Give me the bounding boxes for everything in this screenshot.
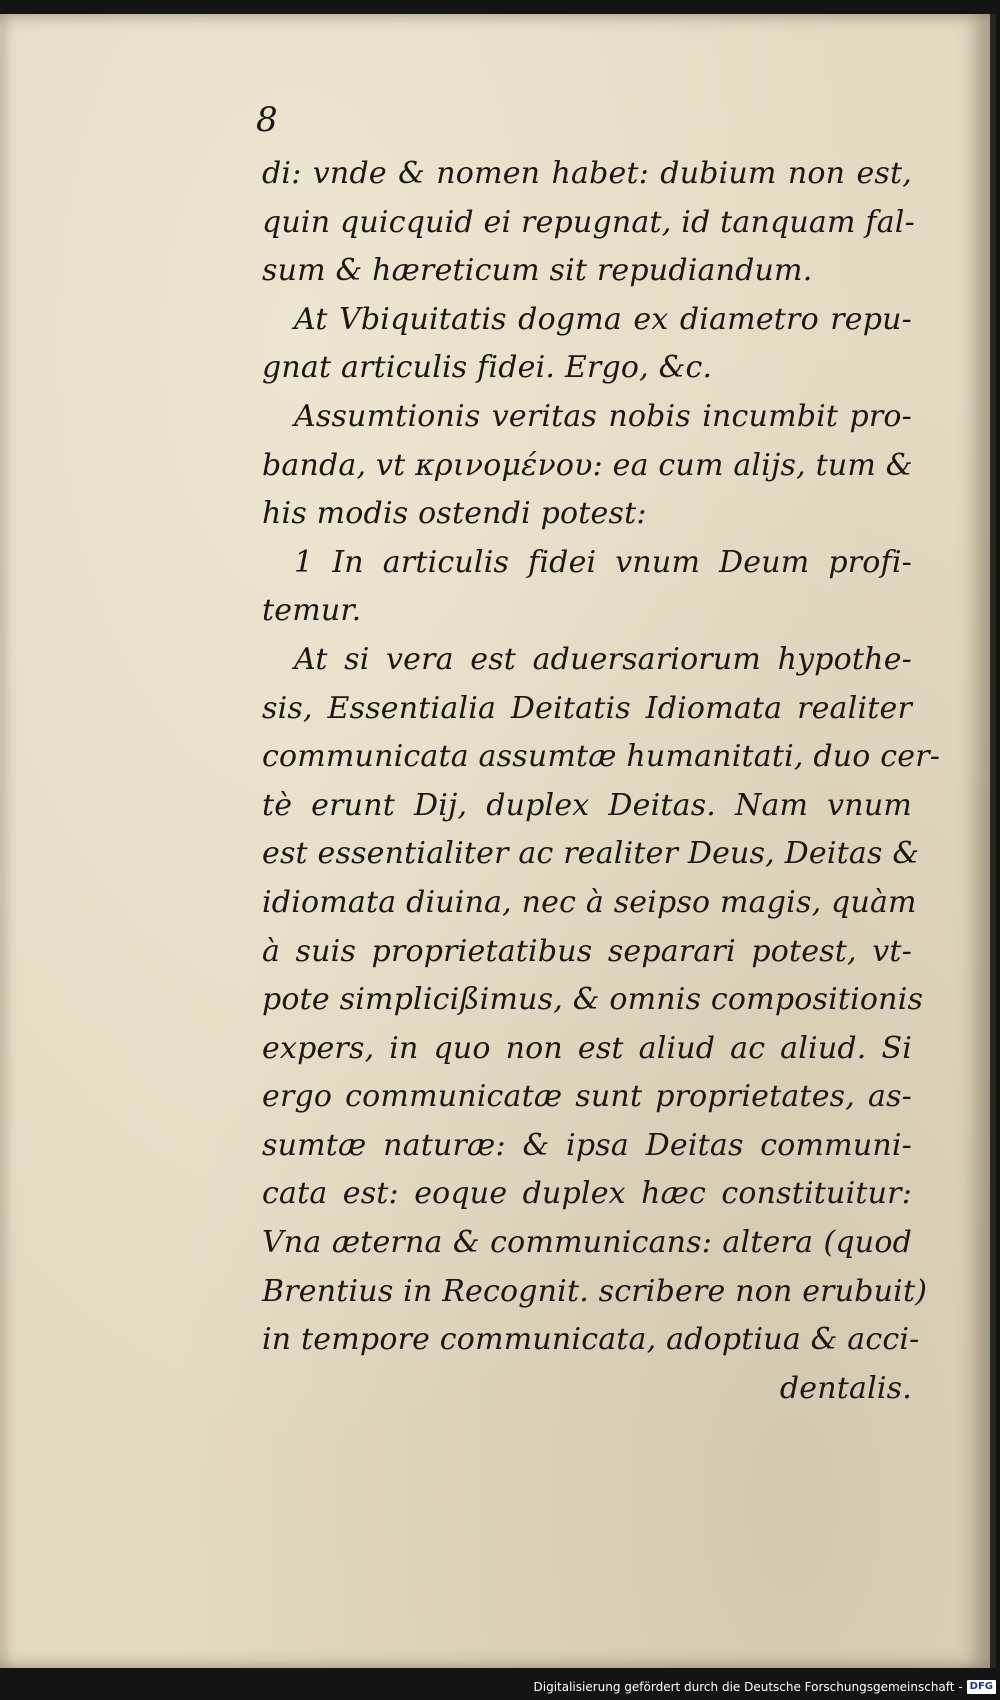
text-line: sis, Essentialia Deitatis Idiomata realiter	[262, 690, 912, 726]
text-line: communicata assumtæ humanitati, duo cer-	[262, 739, 941, 775]
text-line: cata est: eoque duplex hæc constituitur:	[262, 1176, 912, 1212]
text-line: pote simplicißimus, & omnis compositionis	[262, 982, 924, 1018]
text-line: 1 In articulis fidei vnum Deum profi-	[294, 544, 912, 580]
text-line: his modis ostendi potest:	[262, 496, 647, 532]
text-line: à suis proprietatibus separari potest, vt-	[262, 933, 912, 969]
page-number: 8	[256, 100, 278, 140]
text-line: sum & hæreticum sit repudiandum.	[262, 253, 813, 289]
text-line: Vna æterna & communicans: altera (quod	[262, 1225, 912, 1261]
text-line: quin quicquid ei repugnat, id tanquam fal-	[262, 204, 915, 240]
text-line: di: vnde & nomen habet: dubium non est,	[262, 156, 912, 191]
text-line: temur.	[262, 593, 362, 629]
text-line: sumtæ naturæ: & ipsa Deitas communi-	[262, 1127, 912, 1163]
text-line: At Vbiquitatis dogma ex diametro repu-	[294, 301, 912, 337]
text-line: ergo communicatæ sunt proprietates, as-	[262, 1079, 912, 1115]
text-line: Assumtionis veritas nobis incumbit pro-	[294, 398, 912, 434]
text-line: est essentialiter ac realiter Deus, Deitas &	[262, 836, 920, 872]
text-line: banda, vt κρινομένου: ea cum alijs, tum &	[262, 447, 913, 483]
text-line: tè erunt Dij, duplex Deitas. Nam vnum	[262, 787, 912, 823]
digitization-credit	[534, 1680, 997, 1694]
text-line: Brentius in Recognit. scribere non erubuit)	[262, 1273, 928, 1309]
text-line: idiomata diuina, nec à seipso magis, quàm	[262, 884, 917, 920]
text-line: At si vera est aduersariorum hypothe-	[294, 641, 912, 677]
text-line: in tempore communicata, adoptiua & acci-	[262, 1322, 920, 1358]
page-text-block	[262, 150, 941, 1413]
text-line: dentalis.	[779, 1370, 912, 1406]
credit-text: Digitalisierung gefördert durch die Deutsche Forschungsgemeinschaft -	[533, 1680, 963, 1694]
text-line: gnat articulis fidei. Ergo, &c.	[262, 350, 713, 386]
dfg-logo: DFG	[967, 1680, 996, 1694]
book-page	[0, 14, 996, 1668]
text-line: expers, in quo non est aliud ac aliud. Si	[262, 1030, 912, 1066]
